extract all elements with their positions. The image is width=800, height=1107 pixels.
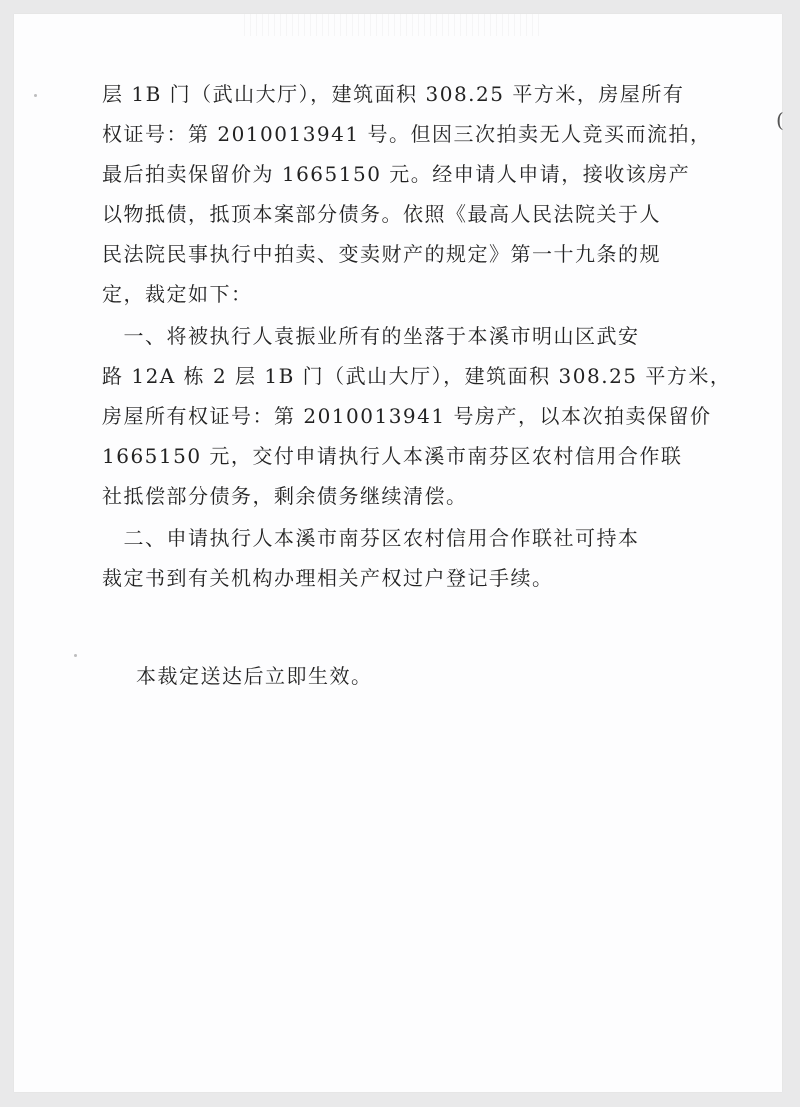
text-line: 房屋所有权证号：第 2010013941 号房产，以本次拍卖保留价 bbox=[102, 404, 712, 428]
paragraph-2 bbox=[102, 316, 732, 516]
text-line: 裁定书到有关机构办理相关产权过户登记手续。 bbox=[102, 566, 554, 590]
text-line: 路 12A 栋 2 层 1B 门（武山大厅），建筑面积 308.25 平方米， bbox=[102, 364, 732, 388]
scan-speck bbox=[74, 654, 77, 657]
closing-statement: 本裁定送达后立即生效。 bbox=[136, 664, 373, 688]
text-line: 层 1B 门（武山大厅），建筑面积 308.25 平方米，房屋所有 bbox=[102, 82, 685, 106]
edge-mark: ( bbox=[776, 108, 784, 132]
scan-speck bbox=[34, 94, 37, 97]
document-body bbox=[102, 74, 732, 598]
paragraph-3 bbox=[102, 518, 662, 598]
text-line: 社抵偿部分债务，剩余债务继续清偿。 bbox=[102, 484, 468, 508]
text-line: 民法院民事执行中拍卖、变卖财产的规定》第一十九条的规 bbox=[102, 242, 661, 266]
scan-noise bbox=[244, 14, 544, 36]
text-line: 1665150 元，交付申请执行人本溪市南芬区农村信用合作联 bbox=[102, 444, 683, 468]
text-line: 以物抵债，抵顶本案部分债务。依照《最高人民法院关于人 bbox=[102, 202, 661, 226]
text-line: 二、申请执行人本溪市南芬区农村信用合作联社可持本 bbox=[102, 526, 640, 550]
text-line: 最后拍卖保留价为 1665150 元。经申请人申请，接收该房产 bbox=[102, 162, 691, 186]
text-line: 定，裁定如下： bbox=[102, 282, 253, 306]
text-line: 权证号：第 2010013941 号。但因三次拍卖无人竞买而流拍， bbox=[102, 122, 712, 146]
paragraph-1 bbox=[102, 74, 712, 314]
text-line: 一、将被执行人袁振业所有的坐落于本溪市明山区武安 bbox=[102, 324, 640, 348]
